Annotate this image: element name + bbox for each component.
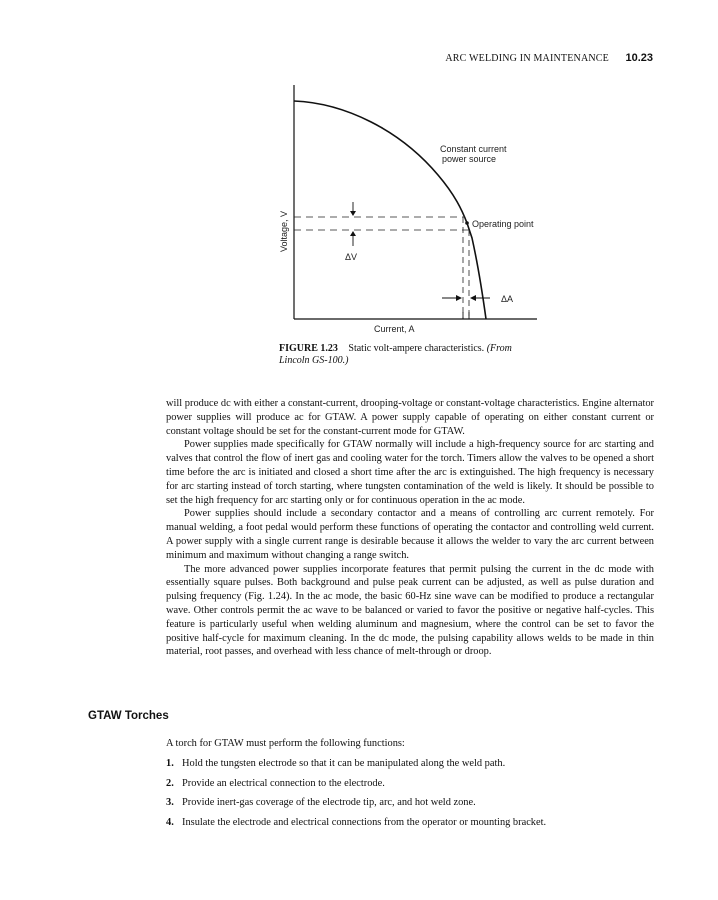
list-item [166,778,666,798]
figure-label: FIGURE 1.23 [279,343,338,354]
delta-a-arrowhead-left [456,295,462,301]
delta-a-label: ΔA [501,294,514,304]
list-item-text: Provide inert-gas coverage of the electrode tip, arc, and hot weld zone. [182,797,476,808]
figure-caption [279,343,541,367]
curve-label-line1: Constant current [440,144,507,154]
curve-label-line2: power source [442,154,497,164]
body-paragraph: will produce dc with either a constant-current, drooping-voltage or constant-voltage characteristics. Engine alternator power supplies will produce ac for GTAW. A power supply capable of operating on either constant current or constant voltage should be set for the constant-current mode for GTAW. [166,398,654,437]
list-item [166,797,666,817]
list-item-text: Provide an electrical connection to the electrode. [182,777,385,789]
running-header-section: ARC WELDING IN MAINTENANCE [445,53,609,64]
page-number: 10.23 [625,52,653,64]
operating-point-label: Operating point [472,219,534,229]
body-paragraph: Power supplies made specifically for GTAW normally will include a high-frequency source for arc starting and valves that control the flow of inert gas and cooling water for the torch. Timers allow the valves to be opened a short time before the arc is initiated and closed a short time after the arc is extinguished. The high frequency is necessary for arc starting instead of torch starting, where tungsten contamination of the weld is likely. It should be possible to set the high frequency for arc starting only or for continuous operation in the ac mode. [166,439,654,506]
x-axis-label: Current, A [374,324,415,334]
section-intro: A torch for GTAW must perform the following functions: [166,738,405,749]
list-item-text: Hold the tungsten electrode so that it can be manipulated along the weld path. [182,758,506,769]
volt-ampere-figure [250,80,550,340]
list-item-text: Insulate the electrode and electrical connections from the operator or mounting bracket. [182,816,547,828]
list-item-number: 3. [166,797,174,808]
list-item [166,758,666,778]
list-item [166,817,666,837]
delta-a-arrowhead-right [470,295,476,301]
operating-point-marker [465,221,469,225]
figure-caption-text: Static volt-ampere characteristics. [348,343,485,354]
list-item-number: 4. [166,816,174,828]
body-paragraph: Power supplies should include a secondary contactor and a means of controlling arc current remotely. For manual welding, a foot pedal would perform these functions of operating the contactor and controlling weld current. A power supply with a single current range is desirable because it allows the welder to vary the arc current between minimum and maximum without changing a range switch. [166,508,654,561]
figure-source: (From Lincoln GS-100.) [279,343,512,366]
list-item-number: 2. [166,777,174,789]
running-header [445,52,653,64]
delta-v-arrowhead-bottom [350,231,356,236]
delta-v-label: ΔV [345,252,358,262]
constant-current-curve [294,101,486,319]
body-text [166,397,654,659]
list-item-number: 1. [166,758,174,769]
body-paragraph: The more advanced power supplies incorporate features that permit pulsing the current in the dc mode with essentially square pulses. Both background and pulse peak current can be adjusted, as well as pulse duration and pulsing frequency (Fig. 1.24). In the ac mode, the basic 60-Hz sine wave can be modified to produce a rectangular wave. Other controls permit the ac wave to be balanced or varied to favor the positive or negative half-cycles. This feature is particularly useful when welding aluminum and magnesium, where the control can be set to favor the positive half-cycle for maximum cleaning. In the dc mode, the pulsing capability allows welds to be made in thin material, root passes, and overhead with less chance of melt-through or droop. [166,563,654,658]
functions-list [166,758,666,836]
delta-v-arrowhead-top [350,211,356,216]
section-heading: GTAW Torches [88,710,169,722]
y-axis-label: Voltage, V [279,210,289,252]
